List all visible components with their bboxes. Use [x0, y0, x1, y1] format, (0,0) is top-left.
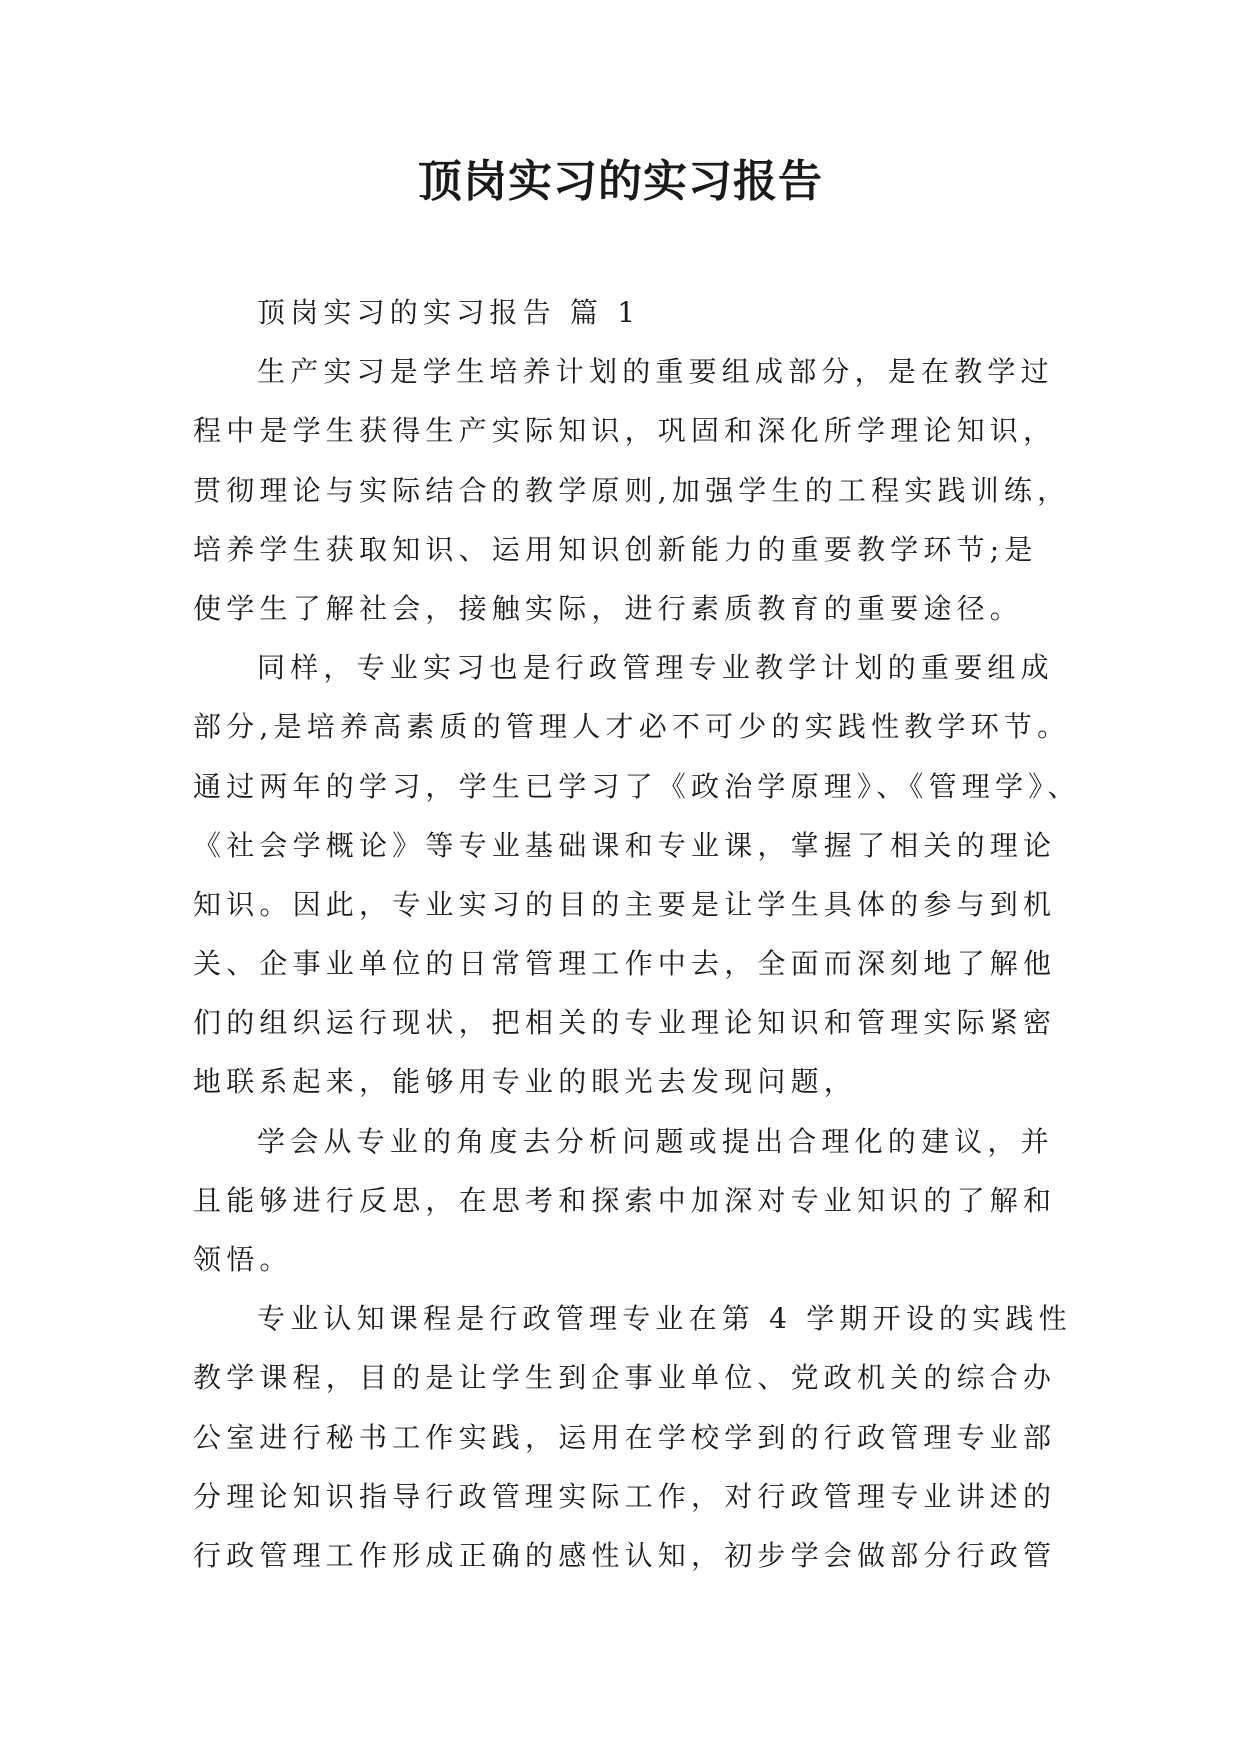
body-line: 专业认知课程是行政管理专业在第 4 学期开设的实践性: [257, 1302, 1072, 1336]
body-line: 知识。因此，专业实习的目的主要是让学生具体的参与到机: [193, 887, 1057, 921]
body-line: 顶岗实习的实习报告 篇 1: [257, 296, 641, 329]
body-line: 行政管理工作形成正确的感性认知，初步学会做部分行政管: [193, 1538, 1057, 1572]
body-line: 关、企事业单位的日常管理工作中去，全面而深刻地了解他: [193, 947, 1057, 981]
body-line: 通过两年的学习，学生已学习了《政治学原理》、《管理学》、: [193, 769, 1081, 803]
body-line: 领悟。: [193, 1243, 293, 1276]
body-line: 使学生了解社会，接触实际，进行素质教育的重要途径。: [193, 591, 1024, 625]
body-line: 学会从专业的角度去分析问题或提出合理化的建议，并: [257, 1124, 1054, 1158]
body-line: 生产实习是学生培养计划的重要组成部分，是在教学过: [257, 355, 1054, 389]
document-body: [193, 283, 1081, 1585]
body-line: 且能够进行反思，在思考和探索中加深对专业知识的了解和: [193, 1183, 1057, 1217]
body-line: 程中是学生获得生产实际知识，巩固和深化所学理论知识，: [193, 414, 1057, 448]
body-line: 贯彻理论与实际结合的教学原则,加强学生的工程实践训练，: [193, 473, 1071, 507]
body-line: 公室进行秘书工作实践，运用在学校学到的行政管理专业部: [193, 1420, 1057, 1454]
body-line: 同样，专业实习也是行政管理专业教学计划的重要组成: [257, 651, 1054, 685]
body-line: 地联系起来，能够用专业的眼光去发现问题，: [193, 1065, 858, 1099]
body-line: 培养学生获取知识、运用知识创新能力的重要教学环节;是: [193, 532, 1038, 566]
body-line: 分理论知识指导行政管理实际工作，对行政管理专业讲述的: [193, 1479, 1057, 1513]
body-line: 教学课程，目的是让学生到企事业单位、党政机关的综合办: [193, 1361, 1057, 1395]
body-line: 部分,是培养高素质的管理人才必不可少的实践性教学环节。: [193, 710, 1071, 744]
document-title: 顶岗实习的实习报告: [418, 156, 823, 207]
body-line: 《社会学概论》等专业基础课和专业课，掌握了相关的理论: [193, 828, 1057, 862]
body-line: 们的组织运行现状，把相关的专业理论知识和管理实际紧密: [193, 1006, 1057, 1040]
